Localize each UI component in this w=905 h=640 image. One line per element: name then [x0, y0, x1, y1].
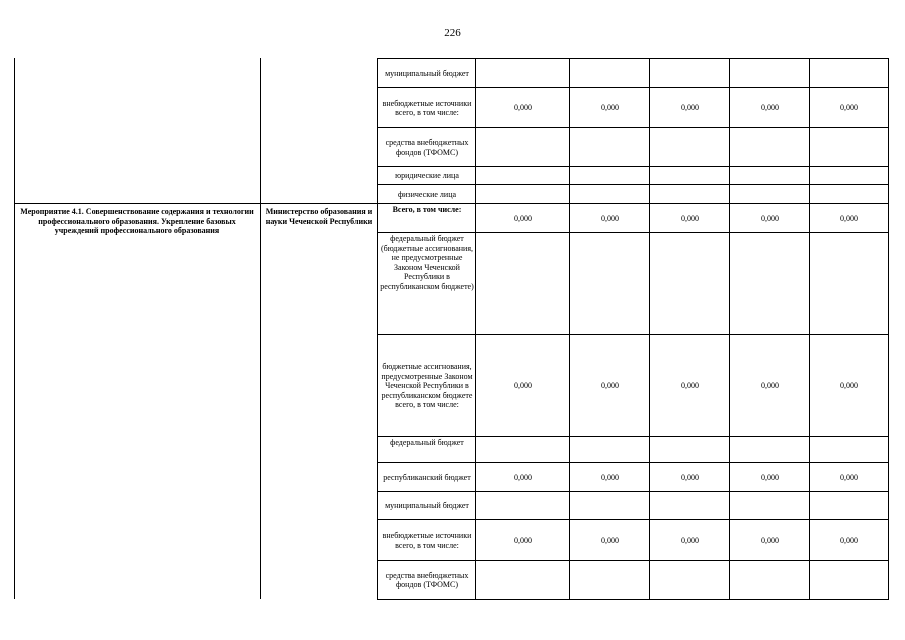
value-cell: 0,000	[729, 334, 810, 437]
value-cell	[649, 127, 730, 167]
value-cell: 0,000	[475, 334, 570, 437]
source-label: внебюджетные источники всего, в том числе:	[377, 87, 476, 128]
column-divider-middle	[260, 58, 261, 599]
source-label: средства внебюджетных фондов (ТФОМС)	[377, 560, 476, 600]
source-label: федеральный бюджет	[377, 436, 476, 463]
value-cell	[569, 436, 650, 463]
value-cell	[809, 232, 889, 335]
value-cell: 0,000	[729, 87, 810, 128]
value-cell	[729, 58, 810, 88]
page-number: 226	[444, 27, 461, 39]
value-cell	[809, 127, 889, 167]
value-cell	[649, 166, 730, 185]
value-cell	[475, 560, 570, 600]
value-cell: 0,000	[809, 462, 889, 492]
value-cell: 0,000	[475, 87, 570, 128]
source-label: муниципальный бюджет	[377, 58, 476, 88]
value-cell	[475, 232, 570, 335]
value-cell	[729, 232, 810, 335]
value-cell	[569, 184, 650, 204]
value-cell	[569, 58, 650, 88]
value-cell	[809, 436, 889, 463]
source-label: юридические лица	[377, 166, 476, 185]
value-cell	[569, 232, 650, 335]
value-cell: 0,000	[649, 334, 730, 437]
value-cell	[649, 58, 730, 88]
source-label: муниципальный бюджет	[377, 491, 476, 520]
event-title: Мероприятие 4.1. Совершенствование содержания и технологии профессионального образования. Укрепление базовых учреждений профессионального образования	[20, 207, 254, 235]
value-cell: 0,000	[729, 203, 810, 233]
value-cell	[475, 166, 570, 185]
source-label: федеральный бюджет (бюджетные ассигнования, не предусмотренные Законом Чеченской Республики в республиканском бюджете)	[377, 232, 476, 335]
value-cell: 0,000	[475, 519, 570, 561]
value-cell	[729, 560, 810, 600]
value-cell: 0,000	[475, 462, 570, 492]
value-cell	[729, 184, 810, 204]
value-cell: 0,000	[649, 203, 730, 233]
value-cell	[475, 127, 570, 167]
value-cell: 0,000	[809, 203, 889, 233]
value-cell	[729, 127, 810, 167]
value-cell	[569, 560, 650, 600]
value-cell: 0,000	[569, 462, 650, 492]
source-label: средства внебюджетных фондов (ТФОМС)	[377, 127, 476, 167]
value-cell: 0,000	[729, 519, 810, 561]
source-label: физические лица	[377, 184, 476, 204]
value-cell: 0,000	[809, 334, 889, 437]
value-cell	[809, 560, 889, 600]
value-cell: 0,000	[729, 462, 810, 492]
source-label: Всего, в том числе:	[377, 203, 476, 233]
value-cell	[649, 232, 730, 335]
value-cell: 0,000	[569, 334, 650, 437]
source-label: республиканский бюджет	[377, 462, 476, 492]
event-executor: Министерство образования и науки Чеченской Республики	[265, 207, 373, 226]
value-cell: 0,000	[809, 519, 889, 561]
value-cell	[475, 491, 570, 520]
value-cell	[475, 58, 570, 88]
value-cell	[809, 166, 889, 185]
value-cell	[649, 436, 730, 463]
value-cell	[729, 166, 810, 185]
value-cell	[809, 58, 889, 88]
value-cell	[475, 184, 570, 204]
event-row-divider	[14, 203, 377, 204]
value-cell	[649, 560, 730, 600]
value-cell	[475, 436, 570, 463]
value-cell: 0,000	[649, 462, 730, 492]
value-cell: 0,000	[569, 519, 650, 561]
value-cell	[809, 491, 889, 520]
value-cell: 0,000	[569, 87, 650, 128]
value-cell	[649, 184, 730, 204]
value-cell	[729, 491, 810, 520]
value-cell	[809, 184, 889, 204]
value-cell	[649, 491, 730, 520]
value-cell: 0,000	[649, 519, 730, 561]
value-cell: 0,000	[475, 203, 570, 233]
value-cell	[729, 436, 810, 463]
column-divider-left	[14, 58, 15, 599]
value-cell: 0,000	[809, 87, 889, 128]
value-cell	[569, 166, 650, 185]
source-label: внебюджетные источники всего, в том числе:	[377, 519, 476, 561]
value-cell: 0,000	[569, 203, 650, 233]
source-label: бюджетные ассигнования, предусмотренные Законом Чеченской Республики в республиканском бюджете всего, в том числе:	[377, 334, 476, 437]
value-cell	[569, 491, 650, 520]
value-cell: 0,000	[649, 87, 730, 128]
value-cell	[569, 127, 650, 167]
